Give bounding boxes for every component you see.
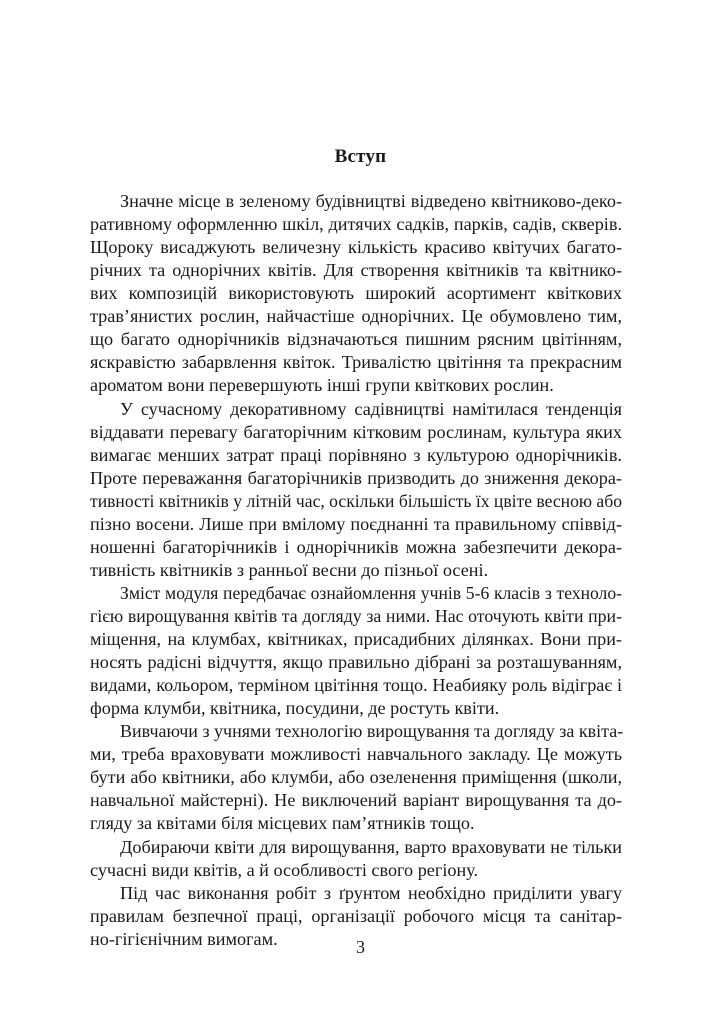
text-line: ративному оформленню шкіл, дитячих садків, парків, садів, скверів.: [90, 214, 622, 234]
text-line: вимагає менших затрат праці порівняно з культурою однорічників.: [90, 445, 622, 465]
text-line: правилам безпечної праці, організації робочого місця та санітар-: [90, 906, 622, 926]
text-line: Добираючи квіти для вирощування, варто враховувати не тільки: [120, 837, 622, 857]
text-line: сучасні види квітів, а й особливості свого регіону.: [90, 860, 479, 880]
text-line: Проте переважання багаторічників призводить до зниження декора-: [90, 468, 622, 488]
text-line: Зміст модуля передбачає ознайомлення учнів 5-6 класів з техноло-: [120, 583, 622, 603]
text-line: пізно восени. Лише при вмілому поєднанні та правильному співвід-: [90, 514, 622, 534]
text-line: Щороку висаджують величезну кількість красиво квітучих багато-: [90, 237, 622, 257]
text-line: гляду за квітами біля місцевих пам’ятників тощо.: [90, 813, 475, 833]
text-line: навчальної майстерні). Не виключений варіант вирощування та до-: [90, 790, 622, 810]
text-line: міщення, на клумбах, квітниках, присадибних ділянках. Вони при-: [90, 629, 622, 649]
text-line: тивності квітників у літній час, оскільки більшість їх цвіте весною або: [90, 491, 622, 511]
text-line: тивність квітників з ранньої весни до пізньої осені.: [90, 560, 489, 580]
text-line: гією вирощування квітів та догляду за ними. Нас оточують квіти при-: [90, 606, 622, 626]
text-line: що багато однорічників відзначаються пишним рясним цвітінням,: [90, 329, 622, 349]
text-line: яскравістю забарвлення квіток. Тривалістю цвітіння та прекрасним: [90, 352, 622, 372]
text-line: ароматом вони перевершують інші групи квіткових рослин.: [90, 375, 554, 395]
text-line: Під час виконання робіт з ґрунтом необхідно приділити увагу: [120, 883, 622, 903]
text-line: носять радісні відчуття, якщо правильно дібрані за розташуванням,: [90, 652, 622, 672]
text-line: но-гігієнічним вимогам.: [90, 929, 278, 949]
text-line: Вивчаючи з учнями технологію вирощування та догляду за квіта-: [120, 721, 624, 741]
text-line: ношенні багаторічників і однорічників можна забезпечити декора-: [90, 537, 622, 557]
text-line: річних та однорічних квітів. Для створення квітників та квітнико-: [90, 260, 622, 280]
text-line: форма клумби, квітника, посудини, де ростуть квіти.: [90, 698, 500, 718]
text-line: видами, кольором, терміном цвітіння тощо. Неабияку роль відіграє і: [90, 675, 622, 695]
page-title: Вступ: [334, 146, 387, 167]
page-number: 3: [356, 937, 365, 957]
text-line: віддавати перевагу багаторічним кітковим рослинам, культура яких: [90, 422, 622, 442]
text-line: вих композицій використовують широкий асортимент квіткових: [90, 283, 622, 303]
text-line: Значне місце в зеленому будівництві відведено квітниково-деко-: [120, 191, 622, 211]
text-line: ми, треба враховувати можливості навчального закладу. Це можуть: [90, 744, 622, 764]
text-line: У сучасному декоративному садівництві намітилася тенденція: [120, 399, 622, 419]
text-line: бути або квітники, або клумби, або озеленення приміщення (школи,: [90, 767, 622, 787]
text-line: трав’янистих рослин, найчастіше однорічних. Це обумовлено тим,: [90, 306, 622, 326]
